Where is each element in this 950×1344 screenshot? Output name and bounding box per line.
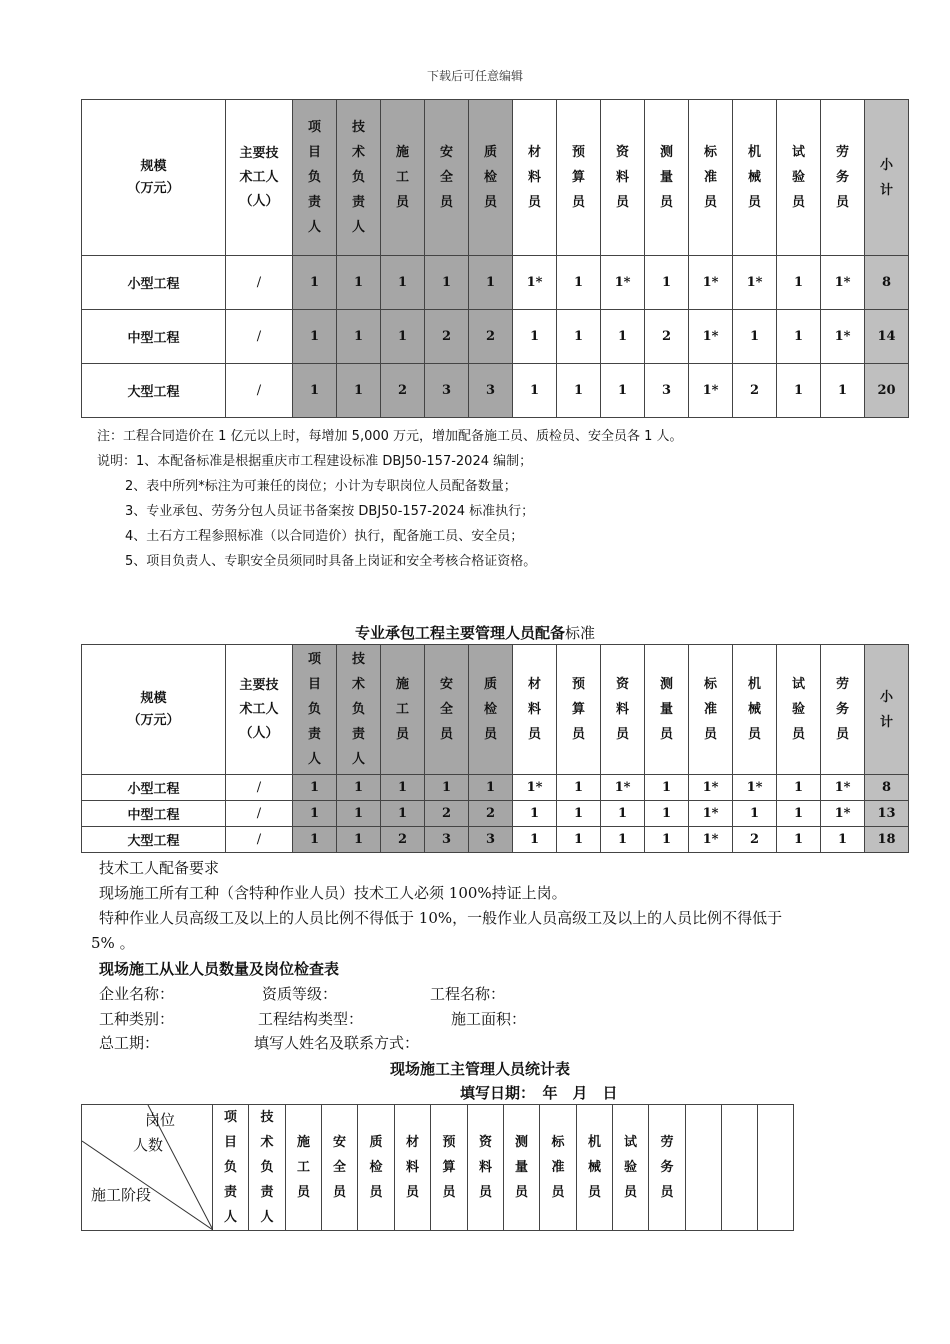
tech-worker-line-1: 现场施工所有工种（含特种作业人员）技术工人必须 100%持证上岗。 bbox=[99, 884, 567, 902]
company-name-label: 企业名称： bbox=[99, 985, 175, 1003]
row-cell-value: 1 bbox=[645, 256, 689, 310]
row-subtotal: 20 bbox=[865, 364, 909, 418]
col-label: 试验员 bbox=[623, 1135, 637, 1200]
col-header bbox=[337, 100, 381, 256]
col-header bbox=[469, 645, 513, 775]
row-cell-value: 1 bbox=[469, 775, 513, 801]
col-header bbox=[213, 1105, 249, 1231]
row-cell-value: 1* bbox=[733, 256, 777, 310]
row-tech-value: / bbox=[226, 256, 293, 310]
col-header bbox=[645, 645, 689, 775]
row-subtotal: 14 bbox=[865, 310, 909, 364]
row-cell-value: 1* bbox=[513, 256, 557, 310]
col-header bbox=[649, 1105, 686, 1231]
col-header bbox=[468, 1105, 504, 1231]
row-cell-value: 1 bbox=[381, 775, 425, 801]
row-tech-value: / bbox=[226, 801, 293, 827]
col-header bbox=[733, 100, 777, 256]
col-label: 安全员 bbox=[439, 677, 453, 742]
row-subtotal: 8 bbox=[865, 775, 909, 801]
col-header bbox=[557, 100, 601, 256]
col-header bbox=[381, 100, 425, 256]
row-cell-value: 1* bbox=[821, 801, 865, 827]
col-label: 测量员 bbox=[514, 1135, 528, 1200]
row-subtotal: 18 bbox=[865, 827, 909, 853]
diag-stage-label: 施工阶段 bbox=[91, 1186, 152, 1204]
row-cell-value: 1 bbox=[293, 827, 337, 853]
row-cell-value: 1 bbox=[293, 310, 337, 364]
staffing-table-general bbox=[81, 99, 909, 418]
tech-worker-title: 技术工人配备要求 bbox=[99, 859, 220, 877]
row-cell-value: 1 bbox=[293, 364, 337, 418]
table-header-row bbox=[82, 645, 909, 775]
row-cell-value: 1 bbox=[645, 827, 689, 853]
row-cell-value: 1 bbox=[337, 256, 381, 310]
row-cell-value: 1 bbox=[513, 364, 557, 418]
subtotal-label: 小计 bbox=[879, 689, 893, 730]
col-label: 施工员 bbox=[395, 677, 409, 742]
checklist-title: 现场施工从业人员数量及岗位检查表 bbox=[99, 960, 340, 978]
col-label: 项目负责人 bbox=[307, 120, 321, 235]
row-cell-value: 3 bbox=[469, 364, 513, 418]
tech-header bbox=[226, 100, 293, 256]
row-cell-value: 3 bbox=[425, 364, 469, 418]
staffing-table-specialty bbox=[81, 644, 909, 853]
row-cell-value: 1 bbox=[821, 827, 865, 853]
explain-line-4: 4、土石方工程参照标准（以合同造价）执行，配备施工员、安全员； bbox=[125, 529, 524, 544]
stats-title: 现场施工主管理人员统计表 bbox=[389, 1060, 570, 1078]
row-cell-value: 2 bbox=[381, 364, 425, 418]
col-label: 标准员 bbox=[551, 1135, 565, 1200]
row-cell-value: 1 bbox=[381, 801, 425, 827]
row-cell-value: 1 bbox=[425, 256, 469, 310]
construction-area-label: 施工面积： bbox=[451, 1010, 527, 1028]
col-label: 技术负责人 bbox=[351, 120, 365, 235]
row-cell-value: 1 bbox=[293, 775, 337, 801]
table-row bbox=[82, 310, 909, 364]
table2-title-bold: 专业承包工程主要管理人员配备 bbox=[354, 624, 565, 642]
col-header bbox=[540, 1105, 577, 1231]
col-label: 项目负责人 bbox=[307, 652, 321, 767]
scale-header bbox=[82, 645, 226, 775]
explain-line-2: 2、表中所列*标注为可兼任的岗位；小计为专职岗位人员配备数量； bbox=[125, 479, 517, 494]
col-header bbox=[601, 645, 645, 775]
subtotal-header bbox=[865, 100, 909, 256]
col-header bbox=[425, 645, 469, 775]
row-scale-name: 小型工程 bbox=[82, 256, 226, 310]
col-header bbox=[358, 1105, 395, 1231]
row-cell-value: 1* bbox=[821, 775, 865, 801]
col-label: 预算员 bbox=[571, 145, 585, 210]
tech-label: 主要技术工人（人） bbox=[239, 145, 279, 209]
col-label: 试验员 bbox=[791, 677, 805, 742]
row-cell-value: 1 bbox=[601, 801, 645, 827]
col-label: 测量员 bbox=[659, 145, 673, 210]
stats-table bbox=[81, 1104, 794, 1231]
scale-unit: （万元） bbox=[127, 712, 180, 728]
row-scale-name: 大型工程 bbox=[82, 827, 226, 853]
row-cell-value: 1 bbox=[337, 775, 381, 801]
row-cell-value: 1 bbox=[557, 775, 601, 801]
col-label: 劳务员 bbox=[660, 1135, 674, 1200]
col-label: 材料员 bbox=[405, 1135, 419, 1200]
empty-cell[interactable] bbox=[758, 1105, 794, 1231]
table-row bbox=[82, 775, 909, 801]
row-cell-value: 1 bbox=[733, 310, 777, 364]
row-cell-value: 1* bbox=[821, 310, 865, 364]
row-cell-value: 1 bbox=[777, 801, 821, 827]
row-scale-name: 中型工程 bbox=[82, 801, 226, 827]
col-label: 材料员 bbox=[527, 677, 541, 742]
col-header bbox=[322, 1105, 358, 1231]
col-header bbox=[821, 100, 865, 256]
row-cell-value: 1 bbox=[381, 310, 425, 364]
row-cell-value: 1* bbox=[513, 775, 557, 801]
explain-line-3: 3、专业承包、劳务分包人员证书备案按 DBJ50-157-2024 标准执行； bbox=[125, 504, 535, 519]
row-cell-value: 2 bbox=[733, 364, 777, 418]
diagonal-header-cell bbox=[82, 1105, 213, 1231]
row-cell-value: 1 bbox=[513, 827, 557, 853]
col-label: 预算员 bbox=[442, 1135, 456, 1200]
project-name-label: 工程名称： bbox=[430, 985, 506, 1003]
duration-label: 总工期： bbox=[99, 1034, 160, 1052]
row-cell-value: 1 bbox=[337, 801, 381, 827]
row-cell-value: 2 bbox=[425, 310, 469, 364]
col-header bbox=[286, 1105, 322, 1231]
col-label: 预算员 bbox=[571, 677, 585, 742]
fill-date: 填写日期： 年 月 日 bbox=[460, 1084, 618, 1102]
col-label: 测量员 bbox=[659, 677, 673, 742]
col-label: 劳务员 bbox=[835, 145, 849, 210]
empty-cell[interactable] bbox=[686, 1105, 722, 1231]
col-header bbox=[601, 100, 645, 256]
row-cell-value: 1 bbox=[733, 801, 777, 827]
row-cell-value: 1 bbox=[337, 310, 381, 364]
col-label: 安全员 bbox=[332, 1135, 346, 1200]
row-cell-value: 1 bbox=[513, 801, 557, 827]
row-cell-value: 1* bbox=[601, 256, 645, 310]
col-header bbox=[777, 100, 821, 256]
row-cell-value: 1 bbox=[557, 364, 601, 418]
filler-label: 填写人姓名及联系方式： bbox=[254, 1034, 420, 1052]
row-tech-value: / bbox=[226, 364, 293, 418]
tech-worker-line-2: 特种作业人员高级工及以上的人员比例不得低于 10%，一般作业人员高级工及以上的人员比例不得低于 bbox=[99, 909, 783, 927]
row-scale-name: 中型工程 bbox=[82, 310, 226, 364]
col-label: 施工员 bbox=[296, 1135, 310, 1200]
empty-cell[interactable] bbox=[722, 1105, 758, 1231]
row-cell-value: 1 bbox=[601, 310, 645, 364]
row-cell-value: 1* bbox=[689, 801, 733, 827]
row-cell-value: 1 bbox=[557, 256, 601, 310]
header-note: 下载后可任意编辑 bbox=[426, 69, 523, 83]
col-header bbox=[431, 1105, 468, 1231]
col-header bbox=[613, 1105, 649, 1231]
subtotal-header bbox=[865, 645, 909, 775]
table2-title-rest: 标准 bbox=[565, 624, 596, 642]
row-cell-value: 1 bbox=[601, 364, 645, 418]
col-label: 技术负责人 bbox=[260, 1110, 274, 1225]
row-cell-value: 1 bbox=[469, 256, 513, 310]
row-cell-value: 1 bbox=[337, 364, 381, 418]
row-cell-value: 3 bbox=[469, 827, 513, 853]
row-cell-value: 1* bbox=[733, 775, 777, 801]
row-cell-value: 1* bbox=[821, 256, 865, 310]
row-cell-value: 1 bbox=[777, 775, 821, 801]
col-header bbox=[293, 100, 337, 256]
col-label: 技术负责人 bbox=[351, 652, 365, 767]
col-label: 机械员 bbox=[747, 145, 761, 210]
col-label: 劳务员 bbox=[835, 677, 849, 742]
row-cell-value: 1* bbox=[689, 775, 733, 801]
col-header bbox=[557, 645, 601, 775]
row-cell-value: 1 bbox=[557, 310, 601, 364]
note-line: 注：工程合同造价在 1 亿元以上时，每增加 5,000 万元，增加配备施工员、质检员、安全员各 1 人。 bbox=[97, 429, 683, 444]
explain-line-5: 5、项目负责人、专职安全员须同时具备上岗证和安全考核合格证资格。 bbox=[125, 554, 537, 569]
col-label: 标准员 bbox=[703, 677, 717, 742]
table-row bbox=[82, 256, 909, 310]
col-label: 机械员 bbox=[587, 1135, 601, 1200]
row-scale-name: 小型工程 bbox=[82, 775, 226, 801]
row-cell-value: 1 bbox=[381, 256, 425, 310]
col-label: 资料员 bbox=[478, 1135, 492, 1200]
table-row bbox=[82, 827, 909, 853]
table-header-row bbox=[82, 100, 909, 256]
row-cell-value: 1* bbox=[689, 310, 733, 364]
scale-label: 规模 bbox=[140, 158, 167, 174]
col-header bbox=[395, 1105, 431, 1231]
col-header bbox=[689, 100, 733, 256]
row-cell-value: 1 bbox=[777, 827, 821, 853]
row-cell-value: 1 bbox=[777, 364, 821, 418]
row-subtotal: 8 bbox=[865, 256, 909, 310]
row-cell-value: 1 bbox=[293, 801, 337, 827]
row-cell-value: 2 bbox=[381, 827, 425, 853]
row-cell-value: 2 bbox=[425, 801, 469, 827]
table2-title bbox=[0, 622, 950, 643]
row-cell-value: 2 bbox=[469, 310, 513, 364]
tech-label: 主要技术工人（人） bbox=[239, 677, 279, 741]
col-label: 材料员 bbox=[527, 145, 541, 210]
scale-header bbox=[82, 100, 226, 256]
col-label: 质检员 bbox=[369, 1135, 383, 1200]
row-cell-value: 1 bbox=[557, 827, 601, 853]
col-header bbox=[381, 645, 425, 775]
col-label: 试验员 bbox=[791, 145, 805, 210]
scale-unit: （万元） bbox=[127, 180, 180, 196]
row-cell-value: 3 bbox=[645, 364, 689, 418]
explain-line-1: 说明：1、本配备标准是根据重庆市工程建设标准 DBJ50-157-2024 编制； bbox=[97, 454, 533, 469]
qualification-label: 资质等级： bbox=[262, 985, 338, 1003]
col-header bbox=[513, 645, 557, 775]
row-cell-value: 1 bbox=[293, 256, 337, 310]
col-header bbox=[513, 100, 557, 256]
col-header bbox=[293, 645, 337, 775]
col-label: 安全员 bbox=[439, 145, 453, 210]
row-cell-value: 2 bbox=[469, 801, 513, 827]
row-cell-value: 1* bbox=[689, 256, 733, 310]
col-label: 质检员 bbox=[483, 677, 497, 742]
col-header bbox=[645, 100, 689, 256]
row-cell-value: 2 bbox=[733, 827, 777, 853]
row-cell-value: 1 bbox=[557, 801, 601, 827]
table-row bbox=[82, 364, 909, 418]
tech-worker-line-3: 5% 。 bbox=[91, 934, 135, 952]
row-cell-value: 1 bbox=[777, 256, 821, 310]
row-cell-value: 1* bbox=[689, 364, 733, 418]
row-cell-value: 1 bbox=[645, 801, 689, 827]
row-cell-value: 1 bbox=[645, 775, 689, 801]
row-cell-value: 1 bbox=[513, 310, 557, 364]
row-tech-value: / bbox=[226, 827, 293, 853]
col-header bbox=[249, 1105, 286, 1231]
row-cell-value: 1 bbox=[337, 827, 381, 853]
col-header bbox=[733, 645, 777, 775]
diag-count-label: 人数 bbox=[133, 1136, 164, 1154]
row-cell-value: 3 bbox=[425, 827, 469, 853]
subtotal-label: 小计 bbox=[879, 157, 893, 198]
row-cell-value: 2 bbox=[645, 310, 689, 364]
col-header bbox=[777, 645, 821, 775]
row-cell-value: 1 bbox=[777, 310, 821, 364]
col-header bbox=[337, 645, 381, 775]
row-scale-name: 大型工程 bbox=[82, 364, 226, 418]
col-label: 施工员 bbox=[395, 145, 409, 210]
col-label: 机械员 bbox=[747, 677, 761, 742]
structure-type-label: 工程结构类型： bbox=[258, 1010, 364, 1028]
col-label: 资料员 bbox=[615, 145, 629, 210]
col-header bbox=[689, 645, 733, 775]
col-header bbox=[425, 100, 469, 256]
row-tech-value: / bbox=[226, 775, 293, 801]
scale-label: 规模 bbox=[140, 690, 167, 706]
row-cell-value: 1 bbox=[425, 775, 469, 801]
col-label: 标准员 bbox=[703, 145, 717, 210]
col-label: 资料员 bbox=[615, 677, 629, 742]
col-header bbox=[821, 645, 865, 775]
row-tech-value: / bbox=[226, 310, 293, 364]
diag-post-label: 岗位 bbox=[145, 1111, 176, 1129]
row-cell-value: 1* bbox=[601, 775, 645, 801]
row-cell-value: 1* bbox=[689, 827, 733, 853]
row-subtotal: 13 bbox=[865, 801, 909, 827]
col-header bbox=[577, 1105, 613, 1231]
col-header bbox=[504, 1105, 540, 1231]
row-cell-value: 1 bbox=[821, 364, 865, 418]
col-header bbox=[469, 100, 513, 256]
table-row bbox=[82, 801, 909, 827]
tech-header bbox=[226, 645, 293, 775]
col-label: 质检员 bbox=[483, 145, 497, 210]
stats-header-row bbox=[82, 1105, 794, 1231]
row-cell-value: 1 bbox=[601, 827, 645, 853]
col-label: 项目负责人 bbox=[223, 1110, 237, 1225]
trade-label: 工种类别： bbox=[99, 1010, 175, 1028]
